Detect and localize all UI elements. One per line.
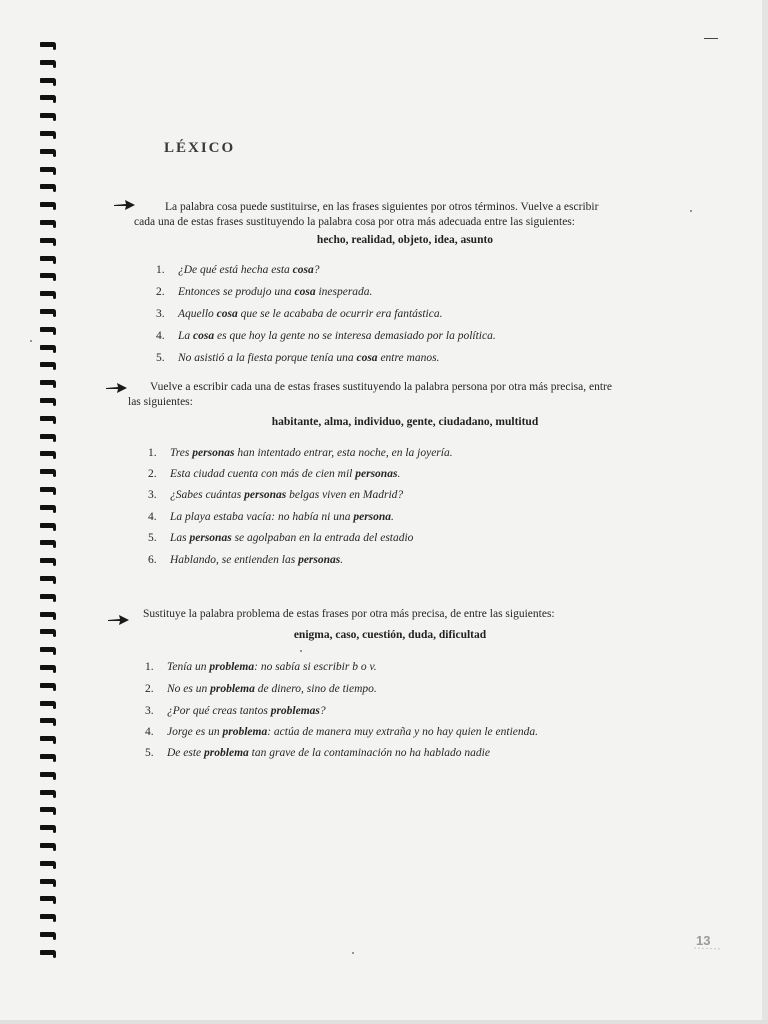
- binding-ring: [40, 182, 60, 192]
- binding-ring: [40, 76, 60, 86]
- item-number: 3.: [145, 705, 154, 717]
- item-number: 2.: [156, 286, 165, 298]
- binding-ring: [40, 432, 60, 442]
- item-text: No asistió a la fiesta porque tenía una cosa entre manos.: [178, 352, 440, 364]
- item-number: 1.: [145, 661, 154, 673]
- exercise-item: [156, 306, 442, 322]
- binding-ring: [40, 645, 60, 655]
- margin-mark: [704, 38, 718, 39]
- binding-ring: [40, 165, 60, 175]
- binding-ring: [40, 289, 60, 299]
- exercise-item: [156, 284, 372, 300]
- binding-ring: [40, 610, 60, 620]
- binding-ring: [40, 254, 60, 264]
- item-number: 5.: [148, 532, 157, 544]
- binding-ring: [40, 538, 60, 548]
- scan-speck: [690, 210, 692, 212]
- exercise-item: [145, 703, 326, 719]
- binding-ring: [40, 930, 60, 940]
- page-title: LÉXICO: [164, 140, 236, 156]
- binding-ring: [40, 770, 60, 780]
- item-text: Tenía un problema: no sabía si escribir b o v.: [167, 661, 377, 673]
- binding-ring: [40, 360, 60, 370]
- binding-ring: [40, 788, 60, 798]
- binding-ring: [40, 734, 60, 744]
- item-text: Entonces se produjo una cosa inesperada.: [178, 286, 373, 298]
- exercise-item: [148, 530, 413, 546]
- exercise-item: [145, 659, 377, 675]
- page-edge-bottom: [0, 1020, 768, 1024]
- binding-ring: [40, 681, 60, 691]
- binding-ring: [40, 93, 60, 103]
- binding-ring: [40, 859, 60, 869]
- binding-ring: [40, 414, 60, 424]
- binding-ring: [40, 894, 60, 904]
- scan-speck: [352, 952, 354, 954]
- item-number: 5.: [156, 352, 165, 364]
- page-number-smudge: [694, 930, 724, 952]
- word-options: hecho, realidad, objeto, idea, asunto: [316, 234, 494, 246]
- item-text: No es un problema de dinero, sino de tiempo.: [167, 683, 377, 695]
- exercise-item: [156, 262, 320, 278]
- binding-ring: [40, 111, 60, 121]
- binding-ring: [40, 823, 60, 833]
- binding-ring: [40, 449, 60, 459]
- item-text: De este problema tan grave de la contaminación no ha hablado nadie: [167, 747, 490, 759]
- binding-ring: [40, 663, 60, 673]
- spiral-binding: [36, 40, 66, 970]
- binding-ring: [40, 805, 60, 815]
- item-text: ¿De qué está hecha esta cosa?: [178, 264, 320, 276]
- exercise-item: [145, 681, 377, 697]
- item-number: 3.: [148, 489, 157, 501]
- item-number: 4.: [145, 726, 154, 738]
- binding-ring: [40, 396, 60, 406]
- binding-ring: [40, 841, 60, 851]
- item-text: Jorge es un problema: actúa de manera muy extraña y no hay quien le entienda.: [167, 726, 539, 738]
- item-text: ¿Sabes cuántas personas belgas viven en Madrid?: [170, 489, 404, 501]
- exercise-item: [148, 487, 403, 503]
- binding-ring: [40, 325, 60, 335]
- exercise-item: [148, 466, 400, 482]
- binding-ring: [40, 556, 60, 566]
- binding-ring: [40, 752, 60, 762]
- binding-ring: [40, 307, 60, 317]
- binding-ring: [40, 236, 60, 246]
- arrow-icon: [114, 198, 136, 212]
- binding-ring: [40, 58, 60, 68]
- binding-ring: [40, 503, 60, 513]
- item-number: 2.: [148, 468, 157, 480]
- binding-ring: [40, 218, 60, 228]
- exercise-item: [156, 328, 496, 344]
- exercise-item: [145, 724, 538, 740]
- binding-ring: [40, 627, 60, 637]
- binding-ring: [40, 948, 60, 958]
- item-number: 4.: [148, 511, 157, 523]
- exercise-item: [145, 745, 490, 761]
- binding-ring: [40, 485, 60, 495]
- instruction-line: cada una de estas frases sustituyendo la palabra cosa por otra más adecuada entre las siguientes:: [134, 216, 575, 228]
- binding-ring: [40, 521, 60, 531]
- item-text: La playa estaba vacía: no había ni una persona.: [170, 511, 394, 523]
- binding-ring: [40, 147, 60, 157]
- instruction-line: La palabra cosa puede sustituirse, en las frases siguientes por otros términos. Vuelve a escribir: [165, 201, 599, 213]
- item-number: 1.: [156, 264, 165, 276]
- item-number: 6.: [148, 554, 157, 566]
- item-number: 2.: [145, 683, 154, 695]
- exercise-item: [156, 350, 439, 366]
- arrow-icon: [106, 381, 128, 395]
- instruction-line: Sustituye la palabra problema de estas frases por otra más precisa, de entre las siguientes:: [143, 608, 555, 620]
- item-text: ¿Por qué creas tantos problemas?: [167, 705, 326, 717]
- item-text: Esta ciudad cuenta con más de cien mil personas.: [170, 468, 401, 480]
- binding-ring: [40, 912, 60, 922]
- scan-speck: [30, 340, 32, 342]
- binding-ring: [40, 40, 60, 50]
- item-text: La cosa es que hoy la gente no se interesa demasiado por la política.: [178, 330, 496, 342]
- binding-ring: [40, 699, 60, 709]
- binding-ring: [40, 592, 60, 602]
- item-number: 1.: [148, 447, 157, 459]
- item-number: 5.: [145, 747, 154, 759]
- page-number: 13: [696, 933, 711, 948]
- instruction-line: las siguientes:: [128, 396, 193, 408]
- binding-ring: [40, 467, 60, 477]
- item-number: 4.: [156, 330, 165, 342]
- item-number: 3.: [156, 308, 165, 320]
- exercise-item: [148, 445, 453, 461]
- instruction-line: Vuelve a escribir cada una de estas frases sustituyendo la palabra persona por otra más precisa, entre: [150, 381, 612, 393]
- binding-ring: [40, 378, 60, 388]
- item-text: Aquello cosa que se le acababa de ocurrir era fantástica.: [178, 308, 443, 320]
- item-text: Las personas se agolpaban en la entrada del estadio: [170, 532, 414, 544]
- page-edge-right: [762, 0, 768, 1024]
- word-options: enigma, caso, cuestión, duda, dificultad: [293, 629, 487, 641]
- binding-ring: [40, 200, 60, 210]
- binding-ring: [40, 877, 60, 887]
- binding-ring: [40, 271, 60, 281]
- binding-ring: [40, 574, 60, 584]
- binding-ring: [40, 343, 60, 353]
- item-text: Hablando, se entienden las personas.: [170, 554, 344, 566]
- exercise-item: [148, 552, 343, 568]
- scan-speck: [300, 650, 302, 652]
- binding-ring: [40, 716, 60, 726]
- item-text: Tres personas han intentado entrar, esta noche, en la joyería.: [170, 447, 453, 459]
- binding-ring: [40, 129, 60, 139]
- word-options: habitante, alma, individuo, gente, ciudadano, multitud: [271, 416, 539, 428]
- exercise-item: [148, 509, 394, 525]
- arrow-icon: [108, 613, 130, 627]
